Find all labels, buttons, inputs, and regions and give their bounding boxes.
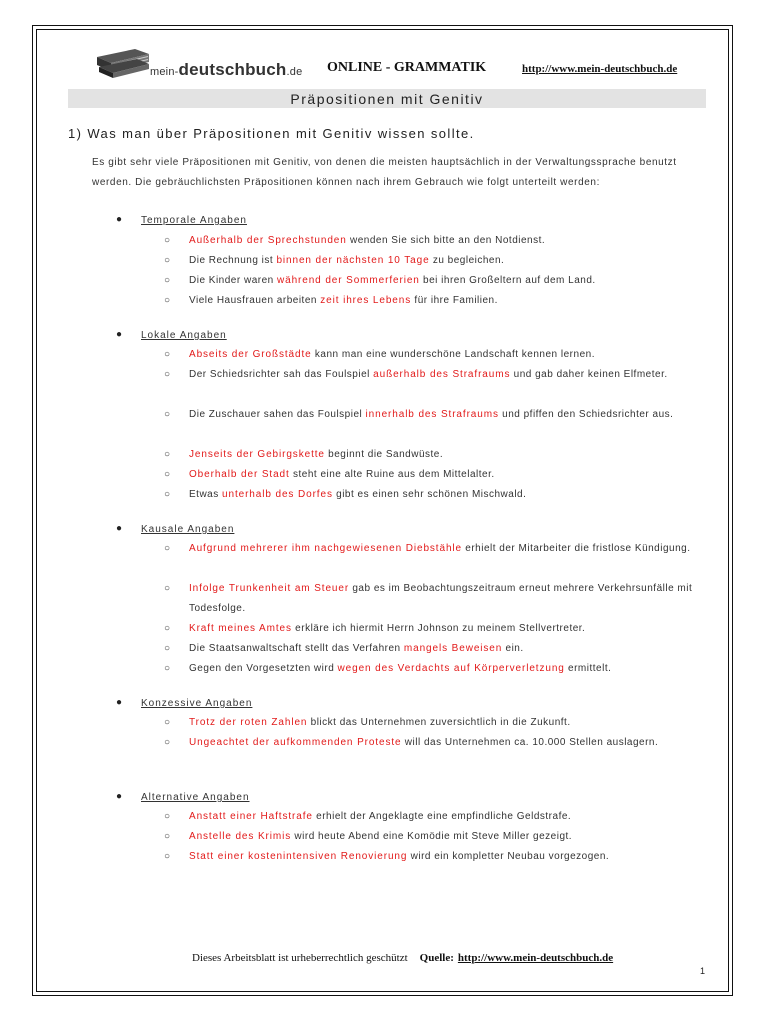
circle-bullet-icon: ○ bbox=[164, 811, 171, 822]
circle-bullet-icon: ○ bbox=[164, 851, 171, 862]
circle-bullet-icon: ○ bbox=[164, 449, 171, 460]
circle-bullet-icon: ○ bbox=[164, 717, 171, 728]
item-text-pre: Viele Hausfrauen arbeiten bbox=[189, 295, 321, 306]
circle-bullet-icon: ○ bbox=[164, 235, 171, 246]
list-item bbox=[164, 345, 709, 365]
item-text-post: und pfiffen den Schiedsrichter aus. bbox=[498, 409, 674, 420]
group-heading: Alternative Angaben bbox=[141, 792, 250, 803]
copyright-notice: Dieses Arbeitsblatt ist urheberrechtlich geschützt bbox=[192, 952, 408, 964]
list-item bbox=[164, 251, 709, 271]
circle-bullet-icon: ○ bbox=[164, 369, 171, 380]
item-text-post: wird heute Abend eine Komödie mit Steve Miller gezeigt. bbox=[291, 831, 573, 842]
intro-text: Es gibt sehr viele Präpositionen mit Genitiv, von denen die meisten hauptsächlich in der Verwaltungssprache benutzt werden. Die gebräuchlichsten Präpositionen können nach ihrem Gebrauch wie folgt unterteilt werden: bbox=[92, 157, 677, 188]
preposition-highlight: Trotz der roten Zahlen bbox=[189, 717, 308, 728]
page-number: 1 bbox=[700, 966, 706, 976]
group-heading: Kausale Angaben bbox=[141, 524, 235, 535]
item-text-post: gibt es einen sehr schönen Mischwald. bbox=[332, 489, 527, 500]
list-item bbox=[164, 639, 709, 659]
preposition-highlight: Abseits der Großstädte bbox=[189, 349, 312, 360]
list-item bbox=[164, 271, 709, 291]
circle-bullet-icon: ○ bbox=[164, 469, 171, 480]
header-title: ONLINE - GRAMMATIK bbox=[327, 60, 487, 75]
preposition-highlight: Anstelle des Krimis bbox=[189, 831, 292, 842]
logo-main: deutschbuch bbox=[178, 60, 287, 79]
item-text-pre: Die Rechnung ist bbox=[189, 255, 277, 266]
list-item bbox=[164, 807, 709, 827]
circle-bullet-icon: ○ bbox=[164, 255, 171, 266]
item-text-pre: Die Zuschauer sahen das Foulspiel bbox=[189, 409, 366, 420]
preposition-highlight: innerhalb des Strafraums bbox=[365, 409, 499, 420]
list-item bbox=[164, 539, 709, 559]
item-text-pre: Etwas bbox=[189, 489, 223, 500]
books-logo-icon bbox=[95, 45, 151, 79]
list-item bbox=[164, 827, 709, 847]
circle-bullet-icon: ○ bbox=[164, 831, 171, 842]
list-item bbox=[164, 291, 709, 311]
circle-bullet-icon: ○ bbox=[164, 489, 171, 500]
preposition-highlight: zeit ihres Lebens bbox=[320, 295, 412, 306]
source-label: Quelle: bbox=[419, 952, 454, 964]
group-heading: Konzessive Angaben bbox=[141, 698, 253, 709]
bullet-icon: ● bbox=[116, 791, 123, 802]
page-title: Präpositionen mit Genitiv bbox=[68, 89, 706, 108]
logo-wordmark bbox=[150, 60, 302, 80]
item-text-post: will das Unternehmen ca. 10.000 Stellen auslagern. bbox=[401, 737, 659, 748]
footer bbox=[192, 952, 613, 964]
item-text-pre: Der Schiedsrichter sah das Foulspiel bbox=[189, 369, 374, 380]
preposition-highlight: während der Sommerferien bbox=[276, 275, 420, 286]
preposition-highlight: unterhalb des Dorfes bbox=[222, 489, 333, 500]
list-item bbox=[164, 445, 709, 465]
item-text-post: wird ein kompletter Neubau vorgezogen. bbox=[407, 851, 610, 862]
item-text-post: kann man eine wunderschöne Landschaft kennen lernen. bbox=[311, 349, 595, 360]
item-text-post: erhielt der Angeklagte eine empfindliche Geldstrafe. bbox=[312, 811, 572, 822]
logo-prefix: mein- bbox=[150, 66, 179, 78]
group-heading: Lokale Angaben bbox=[141, 330, 227, 341]
item-text-post: steht eine alte Ruine aus dem Mittelalter. bbox=[289, 469, 495, 480]
item-text-post: wenden Sie sich bitte an den Notdienst. bbox=[346, 235, 546, 246]
preposition-highlight: außerhalb des Strafraums bbox=[373, 369, 511, 380]
logo-suffix: .de bbox=[286, 66, 303, 78]
circle-bullet-icon: ○ bbox=[164, 737, 171, 748]
list-item bbox=[164, 619, 709, 639]
preposition-highlight: Oberhalb der Stadt bbox=[189, 469, 290, 480]
group-heading: Temporale Angaben bbox=[141, 215, 247, 226]
list-item bbox=[164, 659, 709, 679]
circle-bullet-icon: ○ bbox=[164, 623, 171, 634]
circle-bullet-icon: ○ bbox=[164, 543, 171, 554]
bullet-icon: ● bbox=[116, 329, 123, 340]
item-text-post: ermittelt. bbox=[564, 663, 612, 674]
bullet-icon: ● bbox=[116, 523, 123, 534]
list-item bbox=[164, 231, 709, 251]
list-item bbox=[164, 485, 709, 505]
bullet-icon: ● bbox=[116, 697, 123, 708]
item-text-post: und gab daher keinen Elfmeter. bbox=[510, 369, 668, 380]
circle-bullet-icon: ○ bbox=[164, 643, 171, 654]
item-text-post: bei ihren Großeltern auf dem Land. bbox=[419, 275, 596, 286]
item-text-post: ein. bbox=[502, 643, 524, 654]
list-item bbox=[164, 365, 709, 385]
circle-bullet-icon: ○ bbox=[164, 349, 171, 360]
list-item bbox=[164, 579, 709, 619]
preposition-highlight: Anstatt einer Haftstrafe bbox=[189, 811, 313, 822]
preposition-highlight: Kraft meines Amtes bbox=[189, 623, 292, 634]
circle-bullet-icon: ○ bbox=[164, 295, 171, 306]
preposition-highlight: mangels Beweisen bbox=[403, 643, 503, 654]
circle-bullet-icon: ○ bbox=[164, 409, 171, 420]
preposition-highlight: Infolge Trunkenheit am Steuer bbox=[189, 583, 350, 594]
section-heading: 1) Was man über Präpositionen mit Genitiv wissen sollte. bbox=[68, 126, 475, 141]
preposition-highlight: wegen des Verdachts auf Körperverletzung bbox=[337, 663, 565, 674]
item-text-post: erkläre ich hiermit Herrn Johnson zu meinem Stellvertreter. bbox=[291, 623, 586, 634]
preposition-highlight: Ungeachtet der aufkommenden Proteste bbox=[189, 737, 402, 748]
source-url-link[interactable]: http://www.mein-deutschbuch.de bbox=[457, 952, 614, 964]
item-text-post: gab es im Beobachtungszeitraum erneut mehrere Verkehrsunfälle mit Todesfolge. bbox=[189, 583, 693, 614]
circle-bullet-icon: ○ bbox=[164, 663, 171, 674]
header-url-link[interactable]: http://www.mein-deutschbuch.de bbox=[522, 63, 678, 75]
list-item bbox=[164, 465, 709, 485]
item-text-post: blickt das Unternehmen zuversichtlich in die Zukunft. bbox=[307, 717, 571, 728]
item-text-pre: Gegen den Vorgesetzten wird bbox=[189, 663, 338, 674]
preposition-highlight: Statt einer kostenintensiven Renovierung bbox=[189, 851, 408, 862]
item-text-post: erhielt der Mitarbeiter die fristlose Kündigung. bbox=[462, 543, 691, 554]
list-item bbox=[164, 405, 709, 425]
preposition-highlight: binnen der nächsten 10 Tage bbox=[276, 255, 430, 266]
item-text-pre: Die Staatsanwaltschaft stellt das Verfahren bbox=[189, 643, 404, 654]
list-item bbox=[164, 847, 709, 867]
item-text-post: zu begleichen. bbox=[429, 255, 505, 266]
intro-paragraph bbox=[92, 153, 712, 193]
circle-bullet-icon: ○ bbox=[164, 275, 171, 286]
list-item bbox=[164, 733, 709, 753]
preposition-highlight: Aufgrund mehrerer ihm nachgewiesenen Diebstähle bbox=[189, 543, 462, 554]
bullet-icon: ● bbox=[116, 214, 123, 225]
list-item bbox=[164, 713, 709, 733]
circle-bullet-icon: ○ bbox=[164, 583, 171, 594]
page-header bbox=[95, 45, 705, 85]
item-text-post: für ihre Familien. bbox=[411, 295, 498, 306]
preposition-highlight: Jenseits der Gebirgskette bbox=[189, 449, 325, 460]
item-text-post: beginnt die Sandwüste. bbox=[324, 449, 444, 460]
preposition-highlight: Außerhalb der Sprechstunden bbox=[189, 235, 347, 246]
item-text-pre: Die Kinder waren bbox=[189, 275, 277, 286]
